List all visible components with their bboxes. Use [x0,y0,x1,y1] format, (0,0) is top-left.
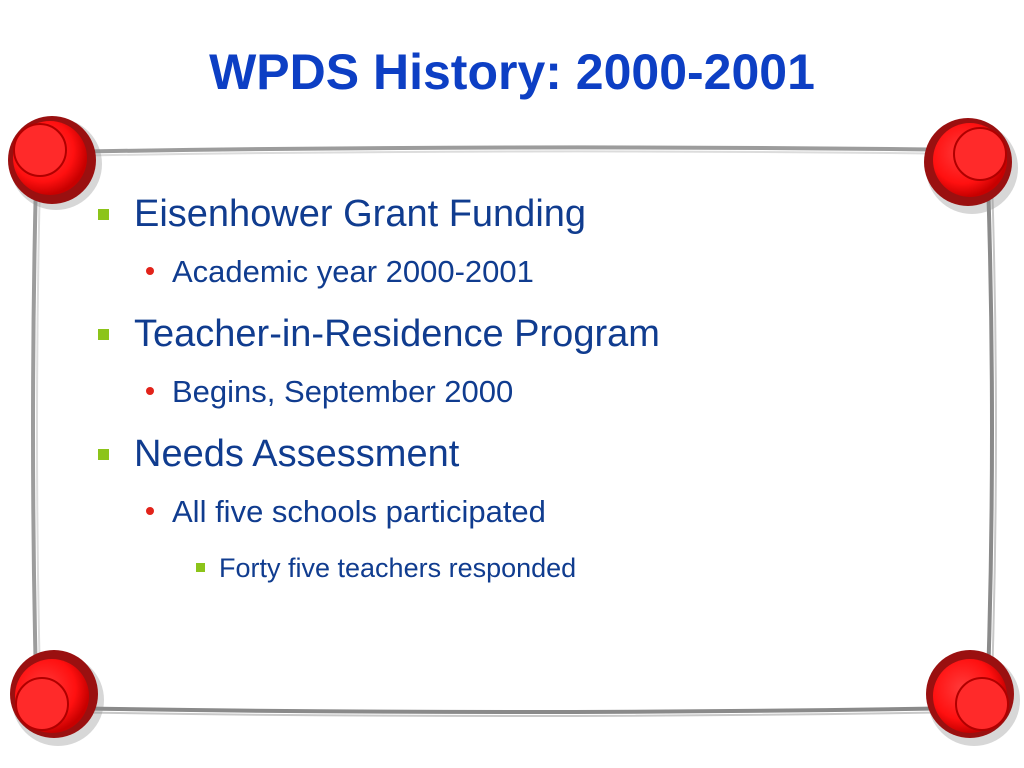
green-square-bullet-icon [196,563,205,572]
red-dot-bullet-icon [146,267,154,275]
bullet-item [98,310,958,358]
sub-bullet-item [98,372,958,412]
green-square-bullet-icon [98,329,109,340]
bullet-list [98,190,958,598]
red-dot-bullet-icon [146,507,154,515]
bullet-item [98,190,958,238]
red-dot-bullet-icon [146,387,154,395]
sub-sub-bullet-item [98,550,958,586]
red-pin-icon [10,650,104,746]
bullet-text: Teacher-in-Residence Program [134,313,660,355]
sub-bullet-item [98,492,958,532]
red-pin-icon [8,116,102,210]
sub-bullet-item [98,252,958,292]
sub-sub-bullet-text: Forty five teachers responded [219,553,577,583]
bullet-text: Eisenhower Grant Funding [134,193,587,235]
bullet-item [98,430,958,478]
slide-title: WPDS History: 2000-2001 [209,44,815,100]
red-pin-icon [926,650,1020,746]
bullet-text: Needs Assessment [134,433,460,475]
green-square-bullet-icon [98,209,109,220]
sub-bullet-text: Academic year 2000-2001 [172,254,534,289]
sub-bullet-text: All five schools participated [172,494,546,529]
sub-bullet-text: Begins, September 2000 [172,374,514,409]
green-square-bullet-icon [98,449,109,460]
